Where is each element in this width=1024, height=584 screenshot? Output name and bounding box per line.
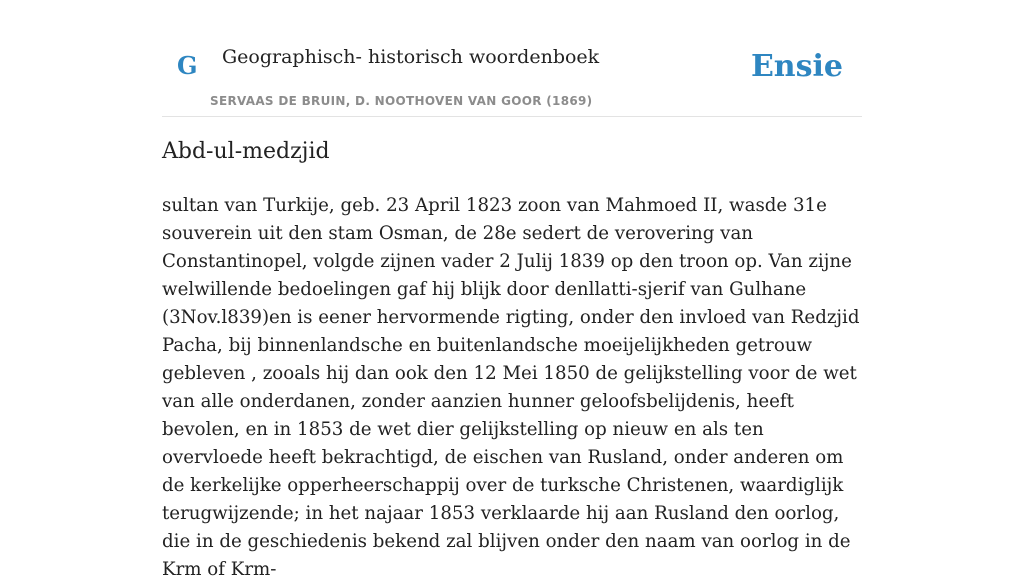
ensie-logo-link[interactable]: Ensie bbox=[750, 49, 843, 84]
book-letter-icon[interactable]: G bbox=[177, 51, 198, 80]
entry-body: sultan van Turkije, geb. 23 April 1823 zoon van Mahmoed II, wasde 31e souverein uit den stam Osman, de 28e sedert de verovering van Constantinopel, volgde zijnen vader 2 Julij 1839 op den troon op. Van zijne welwillende bedoelingen gaf hij blijk door denllatti-sjerif van Gulhane (3Nov.l839)en is eener hervormende rigting, onder den invloed van Redzjid Pacha, bij binnenlandsche en buitenlandsche moeijelijkheden getrouw gebleven , zooals hij dan ook den 12 Mei 1850 de gelijkstelling voor de wet van alle onderdanen, zonder aanzien hunner geloofsbelijdenis, heeft bevolen, en in 1853 de wet dier gelijkstelling op nieuw en als ten overvloede heeft bekrachtigd, de eischen van Rusland, onder anderen om de kerkelijke opperheerschappij over de turksche Christenen, waardiglijk terugwijzende; in het najaar 1853 verklaarde hij aan Rusland den oorlog, die in de geschiedenis bekend zal blijven onder den naam van oorlog in de Krm of Krm- bbox=[162, 195, 860, 580]
book-header bbox=[162, 0, 862, 117]
book-title-link[interactable]: Geographisch- historisch woordenboek bbox=[222, 46, 600, 68]
entry-title: Abd-ul-medzjid bbox=[162, 139, 330, 164]
book-authors: SERVAAS DE BRUIN, D. NOOTHOVEN VAN GOOR (1869) bbox=[210, 94, 593, 108]
